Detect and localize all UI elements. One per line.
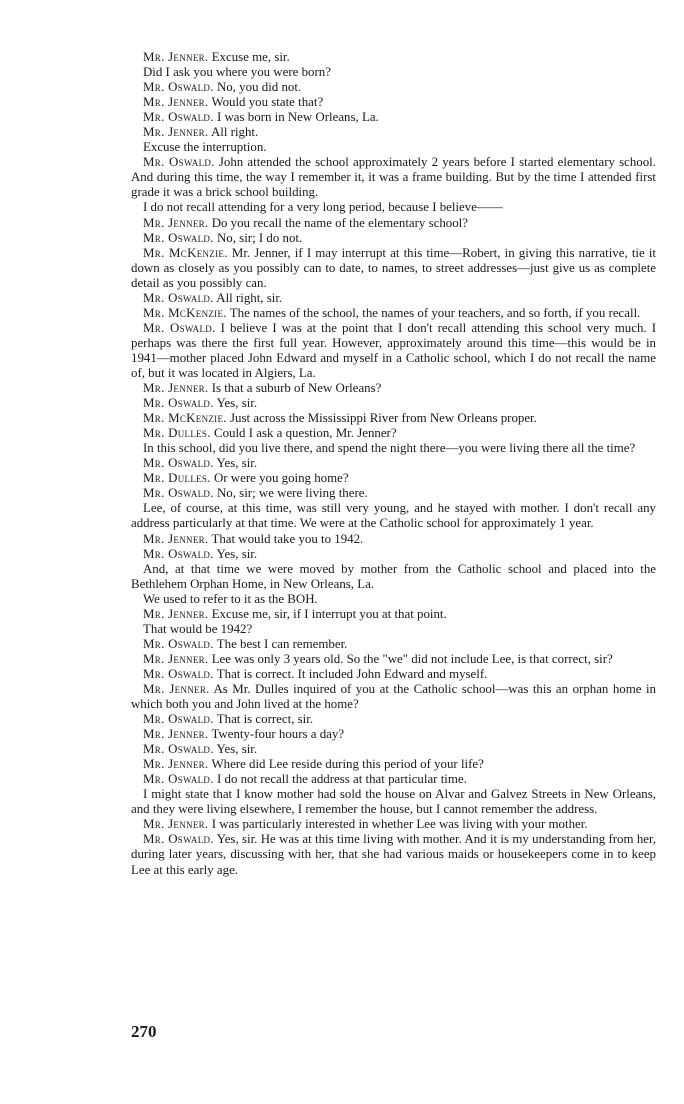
speaker: Mr. Jenner. bbox=[143, 95, 209, 110]
paragraph-text: That is correct, sir. bbox=[216, 712, 314, 727]
speaker: Mr. McKenzie. bbox=[143, 305, 227, 320]
paragraph-text: As Mr. Dulles inquired of you at the Catholic school—was this an orphan home in which both you and John lived at the home? bbox=[131, 681, 656, 712]
paragraph bbox=[131, 832, 656, 877]
speaker: Mr. Jenner. bbox=[143, 606, 209, 621]
speaker: Mr. Jenner. bbox=[143, 381, 209, 396]
paragraph-text: Did I ask you where you were born? bbox=[143, 65, 331, 80]
speaker: Mr. Oswald. bbox=[143, 832, 214, 847]
paragraph-text: No, sir; I do not. bbox=[216, 230, 303, 245]
paragraph bbox=[131, 231, 656, 246]
paragraph bbox=[131, 381, 656, 396]
paragraph-text: Or were you going home? bbox=[213, 471, 349, 486]
paragraph-text: Excuse the interruption. bbox=[143, 140, 267, 155]
paragraph bbox=[131, 562, 656, 592]
speaker: Mr. Oswald. bbox=[143, 666, 214, 681]
paragraph-text: Excuse me, sir. bbox=[211, 50, 290, 64]
paragraph-text: That would be 1942? bbox=[143, 621, 253, 636]
speaker: Mr. Oswald. bbox=[143, 230, 214, 245]
paragraph bbox=[131, 607, 656, 622]
paragraph-text: I was particularly interested in whether Lee was living with your mother. bbox=[211, 817, 588, 832]
paragraph-text: Yes, sir. bbox=[216, 456, 258, 471]
paragraph bbox=[131, 426, 656, 441]
paragraph bbox=[131, 65, 656, 80]
speaker: Mr. Oswald. bbox=[143, 396, 214, 411]
paragraph bbox=[131, 471, 656, 486]
paragraph bbox=[131, 155, 656, 200]
speaker: Mr. Oswald. bbox=[143, 80, 214, 95]
paragraph bbox=[131, 682, 656, 712]
paragraph bbox=[131, 125, 656, 140]
paragraph-text: We used to refer to it as the BOH. bbox=[143, 591, 318, 606]
paragraph-text: I might state that I know mother had sold the house on Alvar and Galvez Streets in New Orleans, and they were living elsewhere, I remember the house, but I cannot remember the address. bbox=[131, 787, 656, 817]
paragraph bbox=[131, 50, 656, 65]
paragraph-text: I do not recall the address at that particular time. bbox=[216, 772, 467, 787]
speaker: Mr. Jenner. bbox=[143, 125, 209, 140]
paragraph bbox=[131, 772, 656, 787]
paragraph-text: I believe I was at the point that I don't recall attending this school very much. I perhaps was there the first full year. However, approximately around this time—this would be in 1941—mother placed John Edward and myself in a Catholic school, which I do not recall the name of, but it was located in Algiers, La. bbox=[131, 320, 656, 380]
speaker: Mr. Jenner. bbox=[143, 681, 210, 696]
speaker: Mr. Oswald. bbox=[143, 320, 216, 335]
speaker: Mr. McKenzie. bbox=[143, 411, 227, 426]
speaker: Mr. Oswald. bbox=[143, 290, 214, 305]
paragraph bbox=[131, 411, 656, 426]
paragraph-text: I was born in New Orleans, La. bbox=[216, 110, 379, 125]
paragraph bbox=[131, 321, 656, 381]
speaker: Mr. Jenner. bbox=[143, 215, 209, 230]
speaker: Mr. McKenzie. bbox=[143, 245, 228, 260]
paragraph bbox=[131, 637, 656, 652]
paragraph bbox=[131, 712, 656, 727]
paragraph bbox=[131, 817, 656, 832]
paragraph-text: Is that a suburb of New Orleans? bbox=[211, 381, 382, 396]
paragraph-text: Yes, sir. He was at this time living with mother. And it is my understanding from her, during later years, discussing with her, that she had various maids or housekeepers come in to keep Lee at this early age. bbox=[131, 832, 657, 877]
paragraph bbox=[131, 787, 656, 817]
paragraph-text: No, you did not. bbox=[216, 80, 302, 95]
paragraph bbox=[131, 441, 656, 456]
transcript-body bbox=[131, 50, 656, 878]
speaker: Mr. Jenner. bbox=[143, 817, 209, 832]
paragraph-text: That is correct. It included John Edward and myself. bbox=[216, 666, 488, 681]
paragraph bbox=[131, 95, 656, 110]
paragraph bbox=[131, 396, 656, 411]
paragraph bbox=[131, 501, 656, 531]
paragraph-text: Mr. Jenner, if I may interrupt at this time—Robert, in giving this narrative, tie it down as closely as you possibly can to date, to names, to street addresses—just give us as complete detail as you possibly can. bbox=[131, 245, 657, 290]
paragraph-text: All right, sir. bbox=[216, 290, 283, 305]
paragraph-text: Excuse me, sir, if I interrupt you at that point. bbox=[211, 606, 447, 621]
paragraph bbox=[131, 667, 656, 682]
paragraph bbox=[131, 110, 656, 125]
speaker: Mr. Oswald. bbox=[143, 636, 214, 651]
paragraph-text: All right. bbox=[210, 125, 259, 140]
paragraph-text: No, sir; we were living there. bbox=[216, 486, 368, 501]
speaker: Mr. Jenner. bbox=[143, 727, 209, 742]
paragraph-text: Would you state that? bbox=[211, 95, 324, 110]
speaker: Mr. Dulles. bbox=[143, 471, 211, 486]
speaker: Mr. Oswald. bbox=[143, 456, 214, 471]
paragraph bbox=[131, 622, 656, 637]
paragraph bbox=[131, 742, 656, 757]
paragraph-text: Do you recall the name of the elementary school? bbox=[211, 215, 468, 230]
paragraph-text: That would take you to 1942. bbox=[211, 531, 364, 546]
paragraph bbox=[131, 306, 656, 321]
speaker: Mr. Jenner. bbox=[143, 651, 209, 666]
paragraph-text: The best I can remember. bbox=[216, 636, 348, 651]
page-number: 270 bbox=[131, 1022, 157, 1041]
paragraph-text: In this school, did you live there, and spend the night there—you were living there all the time? bbox=[143, 441, 636, 456]
paragraph-text: Yes, sir. bbox=[216, 546, 258, 561]
paragraph bbox=[131, 652, 656, 667]
paragraph bbox=[131, 246, 656, 291]
paragraph bbox=[131, 592, 656, 607]
paragraph-text: Where did Lee reside during this period of your life? bbox=[211, 757, 484, 772]
speaker: Mr. Oswald. bbox=[143, 772, 214, 787]
paragraph bbox=[131, 80, 656, 95]
paragraph bbox=[131, 216, 656, 231]
paragraph bbox=[131, 200, 656, 215]
paragraph-text: John attended the school approximately 2 years before I started elementary school. And during this time, the way I remember it, it was a frame building. But by the time I attended first grade it was a brick school building. bbox=[131, 155, 656, 200]
paragraph-text: Just across the Mississippi River from New Orleans proper. bbox=[230, 411, 537, 426]
speaker: Mr. Jenner. bbox=[143, 757, 209, 772]
speaker: Mr. Jenner. bbox=[143, 50, 209, 64]
paragraph-text: Lee was only 3 years old. So the "we" did not include Lee, is that correct, sir? bbox=[211, 651, 613, 666]
paragraph bbox=[131, 727, 656, 742]
paragraph-text: The names of the school, the names of your teachers, and so forth, if you recall. bbox=[229, 305, 641, 320]
paragraph-text: Lee, of course, at this time, was still very young, and he stayed with mother. I don't recall any address particularly at that time. We were at the Catholic school for approximately 1 year. bbox=[131, 501, 656, 531]
paragraph-text: Could I ask a question, Mr. Jenner? bbox=[213, 426, 397, 441]
paragraph-text: Twenty-four hours a day? bbox=[211, 727, 345, 742]
speaker: Mr. Oswald. bbox=[143, 546, 214, 561]
paragraph bbox=[131, 486, 656, 501]
speaker: Mr. Oswald. bbox=[143, 742, 214, 757]
paragraph bbox=[131, 140, 656, 155]
speaker: Mr. Oswald. bbox=[143, 712, 214, 727]
paragraph-text: Yes, sir. bbox=[216, 742, 258, 757]
speaker: Mr. Oswald. bbox=[143, 155, 215, 170]
paragraph-text: And, at that time we were moved by mother from the Catholic school and placed into the Bethlehem Orphan Home, in New Orleans, La. bbox=[131, 561, 656, 591]
paragraph bbox=[131, 456, 656, 471]
paragraph bbox=[131, 291, 656, 306]
speaker: Mr. Jenner. bbox=[143, 531, 209, 546]
paragraph bbox=[131, 532, 656, 547]
paragraph bbox=[131, 547, 656, 562]
speaker: Mr. Oswald. bbox=[143, 486, 214, 501]
speaker: Mr. Dulles. bbox=[143, 426, 211, 441]
paragraph bbox=[131, 757, 656, 772]
paragraph-text: Yes, sir. bbox=[216, 396, 258, 411]
paragraph-text: I do not recall attending for a very long period, because I believe—— bbox=[143, 200, 503, 215]
speaker: Mr. Oswald. bbox=[143, 110, 214, 125]
